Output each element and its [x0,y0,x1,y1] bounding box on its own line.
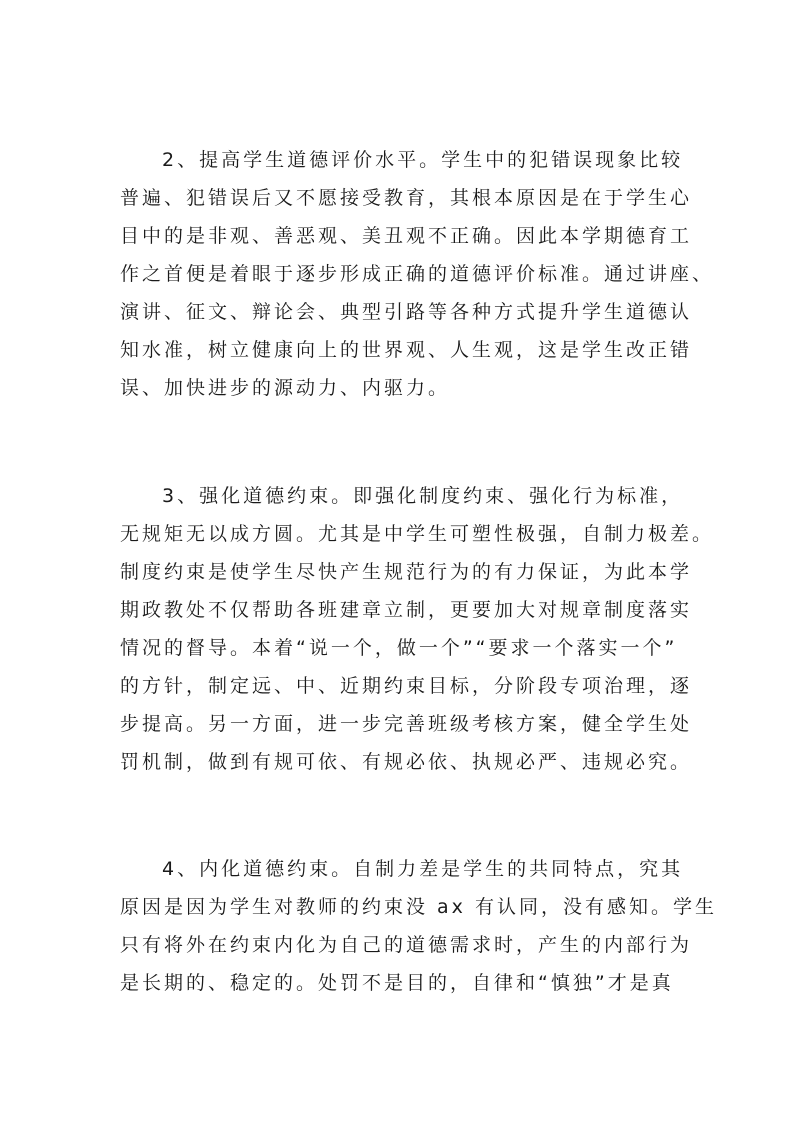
paragraph-line: 目中的是非观、善恶观、美丑观不正确。因此本学期德育工 [120,225,693,247]
paragraph-line: 步提高。另一方面，进一步完善班级考核方案，健全学生处 [120,713,693,735]
paragraph-line: 罚机制，做到有规可依、有规必依、执规必严、违规必究。 [120,751,693,773]
paragraph-line: 无规矩无以成方圆。尤其是中学生可塑性极强，自制力极差。 [120,523,715,545]
paragraph-line: 普遍、犯错误后又不愿接受教育，其根本原因是在于学生心 [120,187,693,209]
paragraph-3 [120,477,720,781]
paragraph-line: 知水准，树立健康向上的世界观、人生观，这是学生改正错 [120,339,693,361]
paragraph-4 [120,850,720,1002]
paragraph-line: 只有将外在约束内化为自己的道德需求时，产生的内部行为 [120,934,693,956]
paragraph-line: 期政教处不仅帮助各班建章立制，更要加大对规章制度落实 [120,599,693,621]
paragraph-line: 的方针，制定远、中、近期约束目标，分阶段专项治理，逐 [120,675,693,697]
paragraph-line: 情况的督导。本着“说一个，做一个”“要求一个落实一个” [120,637,678,659]
paragraph-line: 误、加快进步的源动力、内驱力。 [120,377,451,399]
paragraph-line: 作之首便是着眼于逐步形成正确的道德评价标准。通过讲座、 [120,263,715,285]
paragraph-2 [120,141,720,407]
paragraph-line: 2、提高学生道德评价水平。学生中的犯错误现象比较 [162,149,684,171]
paragraph-line: 原因是因为学生对教师的约束没 ax 有认同，没有感知。学生 [120,896,717,918]
paragraph-line: 是长期的、稳定的。处罚不是目的，自律和“慎独”才是真 [120,972,674,994]
paragraph-line: 3、强化道德约束。即强化制度约束、强化行为标准， [162,485,684,507]
paragraph-line: 演讲、征文、辩论会、典型引路等各种方式提升学生道德认 [120,301,693,323]
paragraph-line: 制度约束是使学生尽快产生规范行为的有力保证，为此本学 [120,561,693,583]
paragraph-line: 4、内化道德约束。自制力差是学生的共同特点，究其 [162,858,684,880]
